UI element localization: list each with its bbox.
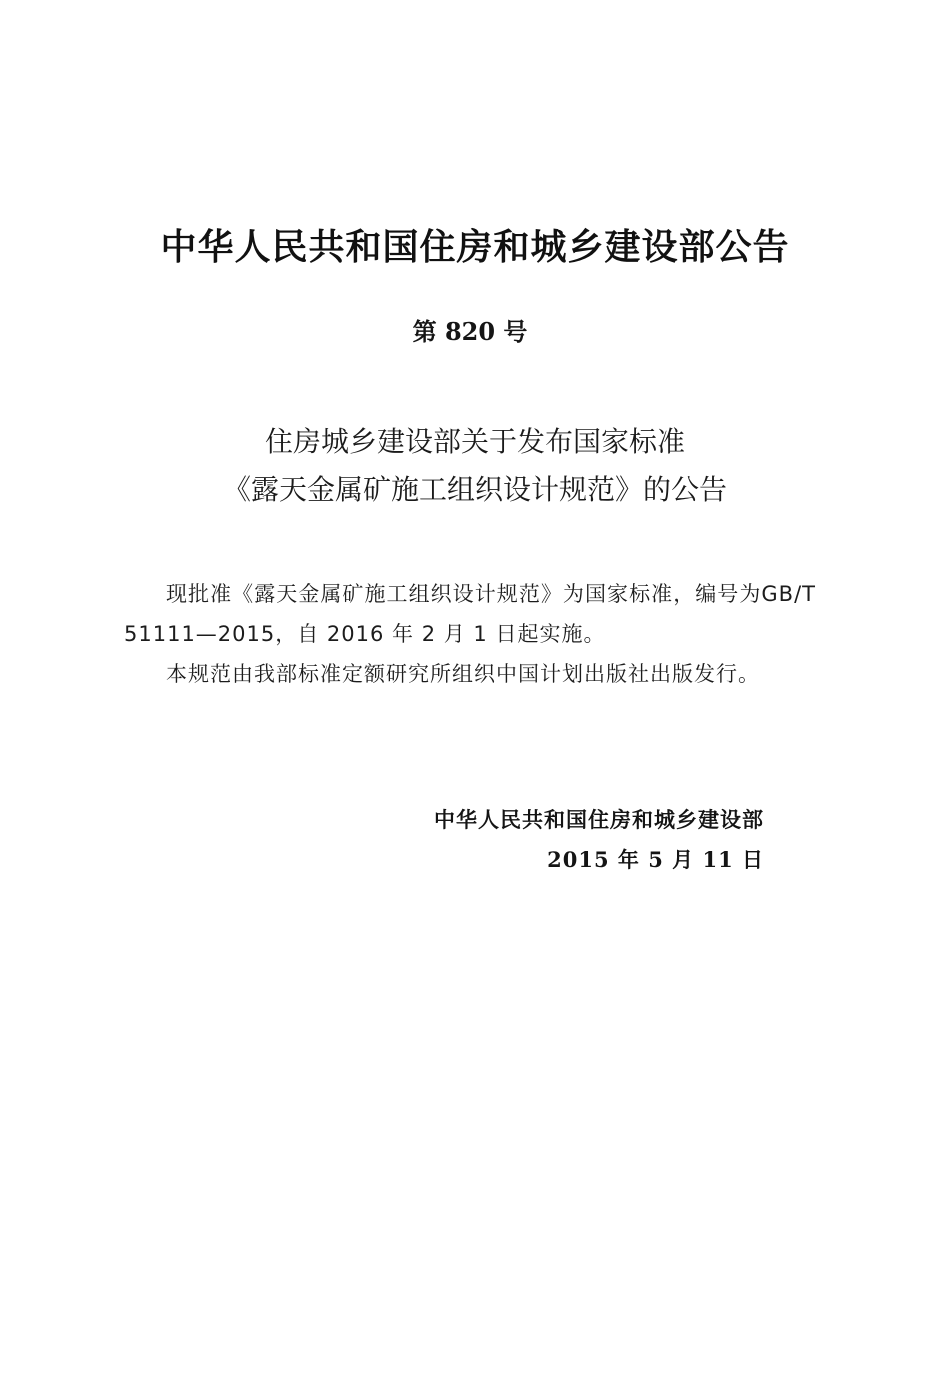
issue-date: 2015 年 5 月 11 日 <box>547 847 764 872</box>
body-paragraph-publication: 本规范由我部标准定额研究所组织中国计划出版社出版发行。 <box>166 662 760 686</box>
issuer-name: 中华人民共和国住房和城乡建设部 <box>434 808 764 832</box>
body-paragraph-approval: 现批准《露天金属矿施工组织设计规范》为国家标准，编号为GB/T 51111—2015，自 2016 年 2 月 1 日起实施。 <box>124 582 816 646</box>
subtitle-line-2: 《露天金属矿施工组织设计规范》的公告 <box>222 473 727 506</box>
announcement-subtitle <box>0 418 950 514</box>
subtitle-line-1: 住房城乡建设部关于发布国家标准 <box>264 425 685 458</box>
signature-block <box>380 800 764 880</box>
announcement-body <box>124 574 816 694</box>
announcement-number: 第 820 号 <box>412 317 528 346</box>
announcement-headline: 中华人民共和国住房和城乡建设部公告 <box>160 227 790 268</box>
